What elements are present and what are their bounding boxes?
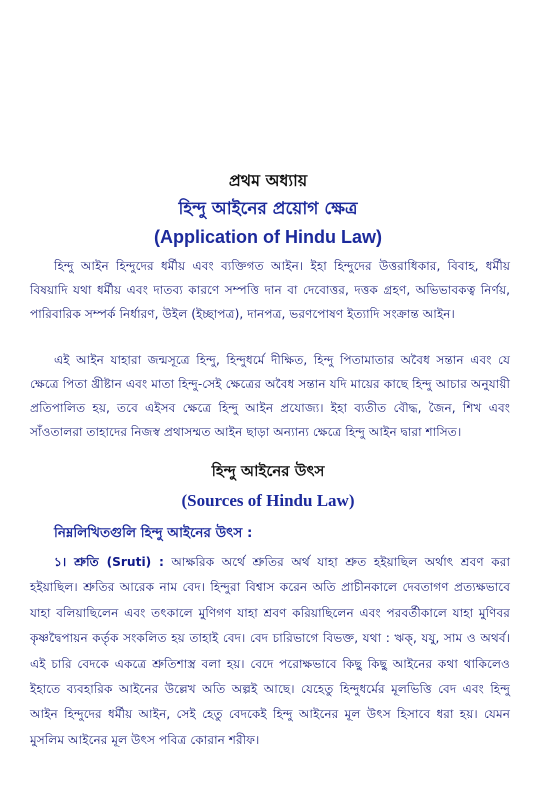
paragraph-applicability: এই আইন যাহারা জন্মসূত্রে হিন্দু, হিন্দুধর্মে দীক্ষিত, হিন্দু পিতামাতার অবৈধ সন্তান এবং যে ক্ষেত্রে পিতা খ্রীষ্টান এবং মাতা হিন্দু-সেই ক্ষেত্রের অবৈধ সন্তান যদি মায়ের কাছে হিন্দু আচার অনুযায়ী প্রতিপালিত হয়, তবে এইসব ক্ষেত্রে হিন্দু আইন প্রযোজ্য। ইহা ব্যতীত বৌদ্ধ, জৈন, শিখ এবং সাঁওতালরা তাহাদের নিজস্ব প্রথাসম্মত আইন ছাড়া অন্যান্য ক্ষেত্রে হিন্দু আইন দ্বারা শাসিত। xyxy=(30,353,510,439)
section-title-english: (Sources of Hindu Law) xyxy=(181,491,355,510)
chapter-number: প্রথম অধ্যায় xyxy=(228,171,308,190)
section-subheading: নিম্নলিখিতগুলি হিন্দু আইনের উৎস : xyxy=(54,525,253,541)
paragraph-definition: হিন্দু আইন হিন্দুদের ধর্মীয় এবং ব্যক্তিগত আইন। ইহা হিন্দুদের উত্তরাধিকার, বিবাহ, ধর্মীয় বিষয়াদি যথা ধর্মীয় এবং দাতব্য কারণে সম্পত্তি দান বা দেবোত্তর, দত্তক গ্রহণ, অভিভাবকত্ব নির্ণয়, পারিবারিক সম্পর্ক নির্ধারণ, উইল (ইচ্ছাপত্র), দানপত্র, ভরণপোষণ ইত্যাদি সংক্রান্ত আইন। xyxy=(30,259,510,321)
chapter-title: হিন্দু আইনের প্রয়োগ ক্ষেত্র xyxy=(178,199,358,219)
chapter-title-english: (Application of Hindu Law) xyxy=(154,227,382,247)
sruti-lead: ১। শ্রুতি (Sruti) : xyxy=(54,555,164,569)
sruti-text: আক্ষরিক অর্থে শ্রুতির অর্থ যাহা শ্রুত হইয়াছিল অর্থাৎ শ্রবণ করা হইয়াছিল। শ্রুতির আরেক নাম বেদ। হিন্দুরা বিশ্বাস করেন অতি প্রাচীনকালে দেবতাগণ প্রত্যক্ষভাবে যাহা বলিয়াছিলেন এবং তৎকালে মুণিগণ যাহা শ্রবণ করিয়াছিলেন এবং পরবর্তীকালে যাহা মুণিবর কৃষ্ণদ্বৈপায়ন কর্তৃক সংকলিত হয় তাহাই বেদ। বেদ চারিভাগে বিভক্ত, যথা : ঋক্, যযু, সাম ও অথর্ব। এই চারি বেদকে একত্রে শ্রুতিশাস্ত্র বলা হয়। বেদে পরোক্ষভাবে কিছু কিছু আইনের কথা থাকিলেও ইহাতে ব্যবহারিক আইনের উল্লেখ অতি অল্পই আছে। যেহেতু হিন্দুধর্মের মূলভিত্তি বেদ এবং হিন্দু আইন হিন্দুদের ধর্মীয় আইন, সেই হেতু বেদকেই হিন্দু আইনের মূল উৎস হিসাবে ধরা হয়। যেমন মুসলিম আইনের মূল উৎস পবিত্র কোরান শরীফ। xyxy=(30,555,510,747)
section-title: হিন্দু আইনের উৎস xyxy=(211,462,325,480)
paragraph-sruti xyxy=(30,550,510,753)
